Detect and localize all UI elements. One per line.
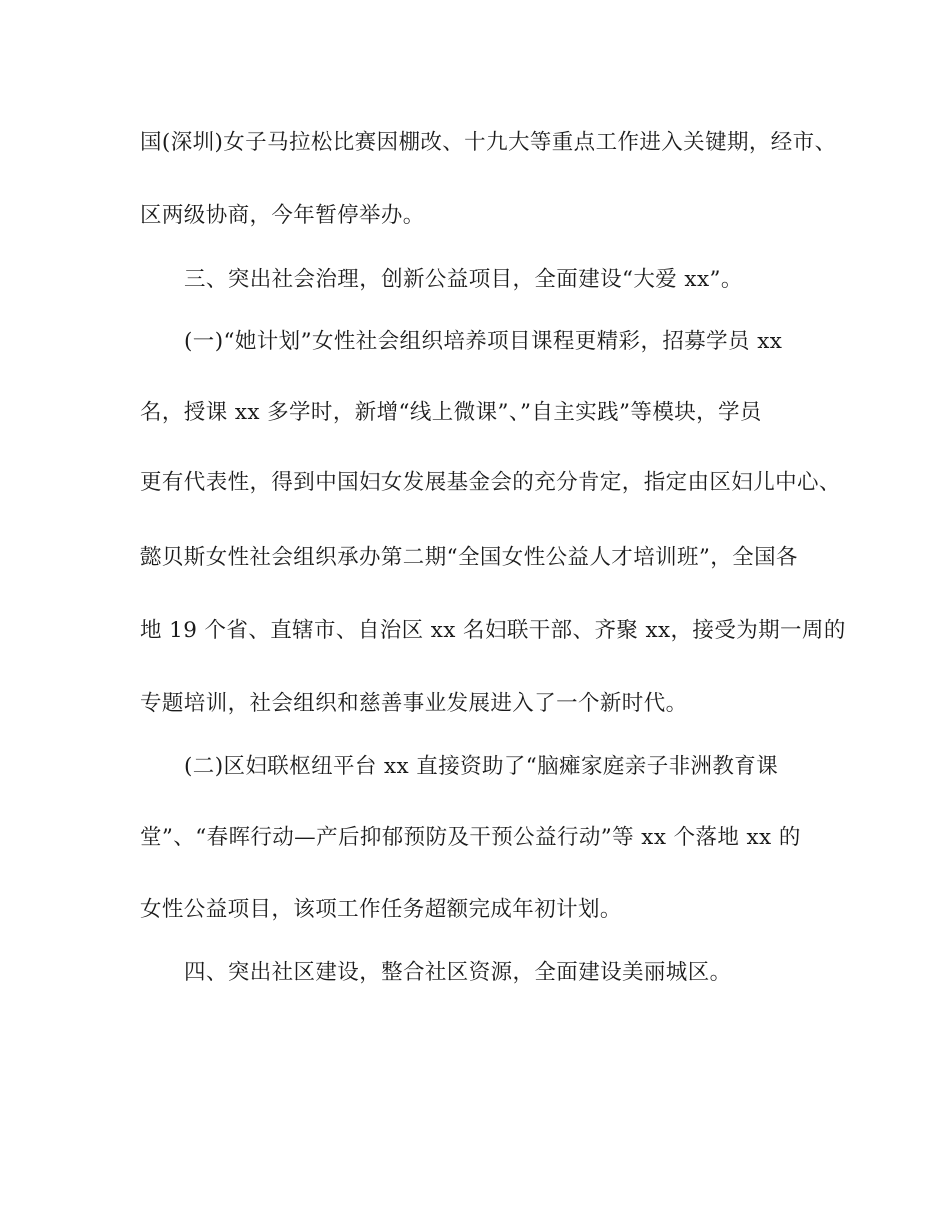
body-text-line: 地 19 个省、直辖市、自治区 xx 名妇联干部、齐聚 xx，接受为期一周的: [140, 618, 846, 643]
body-text-line: 更有代表性，得到中国妇女发展基金会的充分肯定，指定由区妇儿中心、: [140, 470, 841, 495]
body-text-line: 名，授课 xx 多学时，新增“线上微课”、”自主实践”等模块，学员: [140, 400, 762, 425]
paragraph-start-line: (二)区妇联枢纽平台 xx 直接资助了“脑瘫家庭亲子非洲教育课: [184, 754, 779, 779]
paragraph-start-line: (一)“她计划”女性社会组织培养项目课程更精彩，招募学员 xx: [184, 329, 783, 354]
body-text-line: 女性公益项目，该项工作任务超额完成年初计划。: [140, 897, 622, 922]
body-text-line: 专题培训，社会组织和慈善事业发展进入了一个新时代。: [140, 691, 688, 716]
section-heading: 三、突出社会治理，创新公益项目，全面建设“大爱 xx”。: [184, 267, 743, 292]
body-text-line: 懿贝斯女性社会组织承办第二期“全国女性公益人才培训班”，全国各: [140, 545, 798, 570]
body-text-line: 国(深圳)女子马拉松比赛因棚改、十九大等重点工作进入关键期，经市、: [140, 130, 837, 155]
section-heading: 四、突出社区建设，整合社区资源，全面建设美丽城区。: [184, 960, 732, 985]
body-text-line: 区两级协商，今年暂停举办。: [140, 203, 425, 228]
body-text-line: 堂”、“春晖行动—产后抑郁预防及干预公益行动”等 xx 个落地 xx 的: [140, 825, 801, 850]
